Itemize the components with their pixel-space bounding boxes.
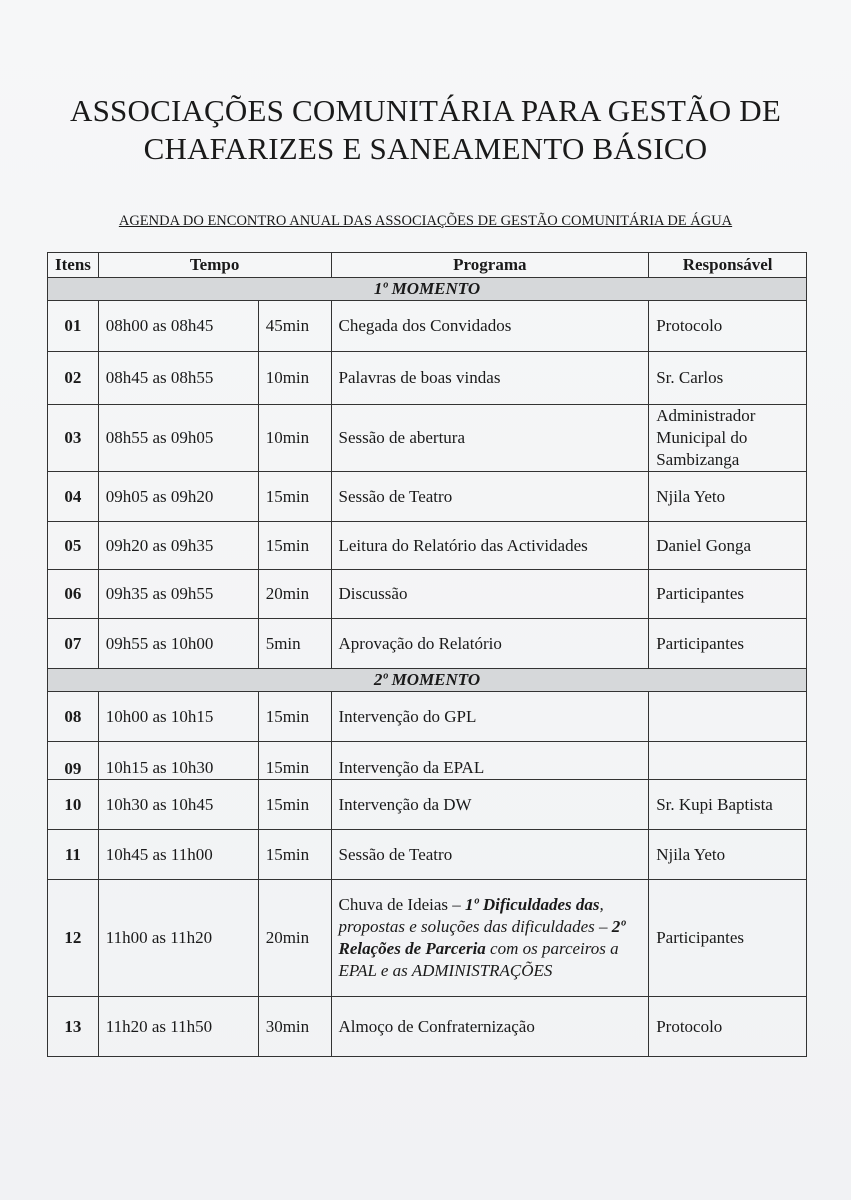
row-responsible: Daniel Gonga — [649, 522, 807, 570]
row-duration: 5min — [258, 619, 331, 669]
row-responsible — [649, 742, 807, 780]
row-duration: 10min — [258, 405, 331, 472]
row-item: 12 — [48, 880, 99, 997]
row-item: 02 — [48, 352, 99, 405]
row-item: 01 — [48, 301, 99, 352]
row-duration: 20min — [258, 570, 331, 619]
table-row — [48, 830, 807, 880]
row-responsible: Protocolo — [649, 301, 807, 352]
table-row — [48, 352, 807, 405]
table-row — [48, 301, 807, 352]
program-part-1: Chuva de Ideias – — [338, 895, 466, 914]
agenda-subtitle: AGENDA DO ENCONTRO ANUAL DAS ASSOCIAÇÕES DE GESTÃO COMUNITÁRIA DE ÁGUA — [118, 213, 733, 229]
header-items: Itens — [48, 253, 99, 278]
title-line-1: ASSOCIAÇÕES COMUNITÁRIA PARA GESTÃO DE — [70, 93, 781, 128]
table-row — [48, 472, 807, 522]
row-item: 09 — [48, 742, 99, 780]
row-duration: 15min — [258, 522, 331, 570]
row-duration: 30min — [258, 997, 331, 1057]
row-responsible: Sr. Carlos — [649, 352, 807, 405]
row-program: Intervenção do GPL — [331, 692, 649, 742]
table-row — [48, 692, 807, 742]
row-duration: 15min — [258, 472, 331, 522]
row-time: 10h45 as 11h00 — [98, 830, 258, 880]
row-responsible: Participantes — [649, 570, 807, 619]
table-row — [48, 570, 807, 619]
row-time: 10h15 as 10h30 — [98, 742, 258, 780]
row-program: Chegada dos Convidados — [331, 301, 649, 352]
row-program: Leitura do Relatório das Actividades — [331, 522, 649, 570]
row-time: 08h00 as 08h45 — [98, 301, 258, 352]
agenda-table — [47, 252, 807, 1057]
row-item: 04 — [48, 472, 99, 522]
row-responsible: Njila Yeto — [649, 830, 807, 880]
title-line-2: CHAFARIZES E SANEAMENTO BÁSICO — [143, 131, 708, 166]
header-program: Programa — [331, 253, 649, 278]
table-row — [48, 780, 807, 830]
moment-2-label: 2º MOMENTO — [48, 669, 807, 692]
row-time: 09h35 as 09h55 — [98, 570, 258, 619]
row-item: 03 — [48, 405, 99, 472]
row-program: Palavras de boas vindas — [331, 352, 649, 405]
row-time: 10h00 as 10h15 — [98, 692, 258, 742]
row-responsible: Protocolo — [649, 997, 807, 1057]
table-row — [48, 619, 807, 669]
row-time: 09h55 as 10h00 — [98, 619, 258, 669]
row-time: 10h30 as 10h45 — [98, 780, 258, 830]
header-responsible: Responsável — [649, 253, 807, 278]
row-program: Sessão de Teatro — [331, 472, 649, 522]
row-time: 09h05 as 09h20 — [98, 472, 258, 522]
row-responsible: Sr. Kupi Baptista — [649, 780, 807, 830]
moment-1-row — [48, 278, 807, 301]
row-responsible: Participantes — [649, 619, 807, 669]
program-part-4: 2º Relações de Parceria — [338, 917, 626, 958]
table-row — [48, 880, 807, 997]
row-program: Almoço de Confraternização — [331, 997, 649, 1057]
table-header-row — [48, 253, 807, 278]
row-item: 11 — [48, 830, 99, 880]
program-part-3: , propostas e soluções das dificuldades – — [338, 895, 612, 936]
row-duration: 10min — [258, 352, 331, 405]
document-title — [0, 92, 851, 168]
row-duration: 15min — [258, 692, 331, 742]
row-item: 07 — [48, 619, 99, 669]
row-time: 08h55 as 09h05 — [98, 405, 258, 472]
row-program: Intervenção da EPAL — [331, 742, 649, 780]
table-row — [48, 997, 807, 1057]
row-time: 11h00 as 11h20 — [98, 880, 258, 997]
row-duration: 15min — [258, 830, 331, 880]
program-part-5: com os parceiros a EPAL e as ADMINISTRAÇÕES — [338, 939, 619, 980]
row-duration: 15min — [258, 742, 331, 780]
row-responsible: Participantes — [649, 880, 807, 997]
row-item: 13 — [48, 997, 99, 1057]
table-row — [48, 522, 807, 570]
row-program: Discussão — [331, 570, 649, 619]
row-time: 11h20 as 11h50 — [98, 997, 258, 1057]
row-item: 08 — [48, 692, 99, 742]
program-part-2: 1º Dificuldades das — [465, 895, 600, 914]
moment-1-label: 1º MOMENTO — [48, 278, 807, 301]
row-duration: 45min — [258, 301, 331, 352]
moment-2-row — [48, 669, 807, 692]
row-duration: 20min — [258, 880, 331, 997]
row-responsible: Njila Yeto — [649, 472, 807, 522]
row-time: 09h20 as 09h35 — [98, 522, 258, 570]
row-time: 08h45 as 08h55 — [98, 352, 258, 405]
row-item: 10 — [48, 780, 99, 830]
row-item: 05 — [48, 522, 99, 570]
row-responsible — [649, 692, 807, 742]
row-program: Sessão de Teatro — [331, 830, 649, 880]
row-item: 06 — [48, 570, 99, 619]
table-row — [48, 742, 807, 780]
row-program: Aprovação do Relatório — [331, 619, 649, 669]
row-responsible: Administrador Municipal do Sambizanga — [649, 405, 807, 472]
table-row — [48, 405, 807, 472]
row-program: Sessão de abertura — [331, 405, 649, 472]
row-duration: 15min — [258, 780, 331, 830]
row-program: Intervenção da DW — [331, 780, 649, 830]
row-program-rich — [331, 880, 649, 997]
header-time: Tempo — [98, 253, 331, 278]
